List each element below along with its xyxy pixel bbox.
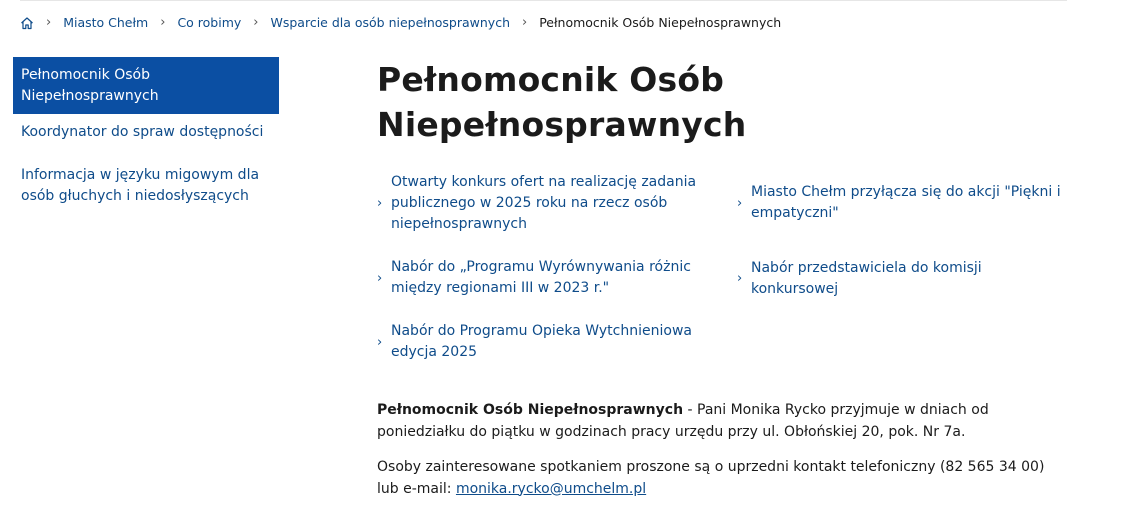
breadcrumb-item-miasto[interactable]: Miasto Chełm bbox=[63, 15, 149, 30]
home-link[interactable] bbox=[20, 16, 34, 30]
home-icon bbox=[20, 16, 34, 30]
chevron-right-icon: › bbox=[522, 15, 528, 30]
breadcrumb-item-wsparcie[interactable]: Wsparcie dla osób niepełnosprawnych bbox=[270, 15, 510, 30]
chevron-right-icon: › bbox=[377, 270, 383, 286]
main-content bbox=[377, 57, 1067, 497]
link-label: Nabór do Programu Opieka Wytchnieniowa edycja 2025 bbox=[391, 323, 692, 360]
link-label: Nabór do „Programu Wyrównywania różnic między regionami III w 2023 r." bbox=[391, 259, 691, 296]
link-label: Nabór przedstawiciela do komisji konkursowej bbox=[751, 259, 982, 297]
email-link[interactable]: monika.rycko@umchelm.pl bbox=[455, 480, 647, 497]
link-label: Miasto Chełm przyłącza się do akcji "Piękni i empatyczni" bbox=[751, 184, 1061, 221]
chevron-right-icon: › bbox=[737, 271, 743, 286]
sidebar-item-jezyk-migowy[interactable]: Informacja w języku migowym dla osób głuchych i niedosłyszących bbox=[21, 167, 260, 204]
chevron-right-icon: › bbox=[377, 195, 383, 211]
link-opieka-wytchnieniowa[interactable] bbox=[377, 321, 707, 363]
breadcrumb-item-co-robimy[interactable]: Co robimy bbox=[177, 15, 242, 30]
chevron-right-icon: › bbox=[160, 15, 166, 30]
chevron-right-icon: › bbox=[253, 15, 259, 30]
breadcrumb bbox=[20, 0, 1067, 44]
breadcrumb-current: Pełnomocnik Osób Niepełnosprawnych bbox=[539, 15, 782, 30]
sidebar bbox=[13, 57, 279, 214]
contact-paragraph bbox=[377, 457, 1067, 500]
chevron-right-icon: › bbox=[377, 334, 383, 350]
link-otwarty-konkurs[interactable] bbox=[377, 171, 707, 235]
info-paragraph bbox=[377, 400, 1067, 443]
link-label: Otwarty konkurs ofert na realizację zadania publicznego w 2025 roku na rzecz osób niepełnosprawnych bbox=[391, 173, 697, 232]
sidebar-item-pelnomocnik[interactable]: Pełnomocnik Osób Niepełnosprawnych bbox=[13, 57, 279, 114]
link-nabor-przedstawiciela[interactable] bbox=[737, 259, 1067, 297]
chevron-right-icon: › bbox=[737, 195, 743, 211]
page-title: Pełnomocnik Osób Niepełnosprawnych bbox=[377, 60, 747, 144]
sidebar-item-koordynator[interactable]: Koordynator do spraw dostępności bbox=[21, 124, 264, 140]
info-section bbox=[377, 400, 1067, 514]
info-text: - Pani Monika Rycko przyjmuje w dniach od poniedziałku do piątku w godzinach pracy urzędu przy ul. Obłońskiej 20, pok. Nr 7a. bbox=[377, 402, 989, 440]
contact-text: Osoby zainteresowane spotkaniem proszone są o uprzedni kontakt telefoniczny (82 565 34 00) lub e-mail: bbox=[377, 459, 1045, 497]
link-piekni-empatyczni[interactable] bbox=[737, 182, 1067, 224]
info-bold-title: Pełnomocnik Osób Niepełnosprawnych bbox=[377, 402, 684, 418]
chevron-right-icon: › bbox=[46, 15, 52, 30]
link-program-wyrownywania[interactable] bbox=[377, 257, 707, 299]
